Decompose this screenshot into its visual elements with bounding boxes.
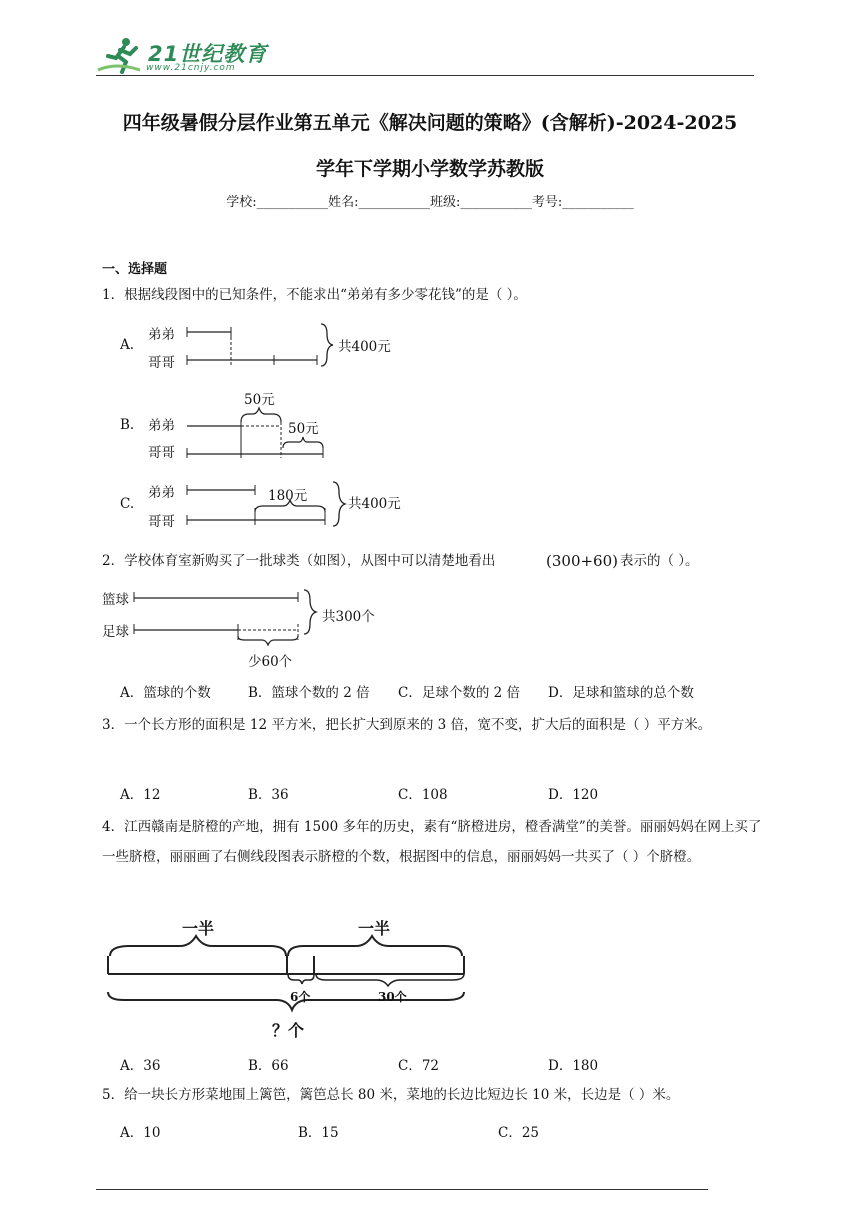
q1-optA-letter: A. [120, 337, 135, 353]
q4-fig-half1: 一半 [182, 919, 215, 938]
q1-optB-row2: 哥哥 [148, 445, 175, 461]
q4-option-b[interactable]: B．66 [248, 1058, 289, 1074]
q2-fig-row2: 足球 [102, 624, 129, 640]
logo-runner-icon [96, 36, 146, 76]
q5-option-a[interactable]: A．10 [120, 1125, 161, 1141]
q4-fig-half2: 一半 [358, 919, 391, 938]
q2-fig-less: 少60个 [248, 654, 293, 670]
logo-text: 21世纪教育 [148, 42, 268, 66]
student-info-line: 学校:___________姓名:___________班级:___________考号:___________ [226, 195, 634, 210]
q4-diagram [100, 934, 470, 1020]
q1-optA-diagram [185, 322, 345, 372]
q2-option-b[interactable]: B．篮球个数的 2 倍 [248, 685, 370, 701]
q1-optB-top-label: 50元 [244, 392, 275, 408]
q1-optA-total: 共400元 [338, 339, 391, 355]
q1-optC-row1: 弟弟 [148, 485, 175, 501]
q1-optC-diagram [185, 480, 355, 530]
q2-option-a[interactable]: A．篮球的个数 [120, 685, 211, 701]
logo-url: www.21cnjy.com [146, 63, 236, 73]
q4-option-c[interactable]: C．72 [398, 1058, 440, 1074]
doc-title-line1: 四年级暑假分层作业第五单元《解决问题的策略》(含解析)-2024-2025 [122, 112, 738, 134]
q5-option-b[interactable]: B．15 [298, 1125, 339, 1141]
q4-fig-thirty: 30个 [378, 990, 407, 1004]
q3-option-a[interactable]: A．12 [120, 787, 161, 803]
q2-stem-end: 表示的（ ）。 [620, 553, 699, 569]
q4-fig-six: 6个 [290, 990, 311, 1004]
q2-diagram [132, 586, 322, 646]
q1-optB-letter: B. [120, 417, 135, 433]
q1-optB-row1: 弟弟 [148, 418, 175, 434]
q2-option-d[interactable]: D．足球和篮球的总个数 [548, 685, 694, 701]
q3-stem: 3．一个长方形的面积是 12 平方米，把长扩大到原来的 3 倍，宽不变，扩大后的面积是（ ）平方米。 [102, 717, 712, 733]
section-heading: 一、选择题 [102, 262, 168, 277]
q1-optC-total: 共400元 [348, 496, 401, 512]
doc-title-line2: 学年下学期小学数学苏教版 [315, 158, 544, 180]
q4-stem: 4．江西赣南是脐橙的产地，拥有 1500 多年的历史，素有“脐橙进房，橙香满堂”的美誉。丽丽妈妈在网上买了一些脐橙，丽丽画了右侧线段图表示脐橙的个数，根据图中的信息，丽丽妈妈一共买了（ ）个脐橙。 [102, 819, 762, 865]
q2-expression: (300+60) [546, 552, 618, 570]
q4-fig-question: ？个 [272, 1021, 305, 1040]
q3-option-c[interactable]: C．108 [398, 787, 448, 803]
footer-rule [96, 1189, 708, 1190]
q1-optC-mid-label: 180元 [268, 488, 308, 504]
q2-fig-total: 共300个 [322, 609, 375, 625]
q4-option-d[interactable]: D．180 [548, 1058, 599, 1074]
q1-optC-row2: 哥哥 [148, 514, 175, 530]
q4-option-a[interactable]: A．36 [120, 1058, 161, 1074]
q1-optA-row1: 弟弟 [148, 327, 175, 343]
q1-stem: 1．根据线段图中的已知条件，不能求出“弟弟有多少零花钱”的是（ ）。 [102, 287, 527, 303]
q1-optB-right-label: 50元 [288, 421, 319, 437]
q2-stem: 2．学校体育室新购买了一批球类（如图），从图中可以清楚地看出 [102, 553, 496, 569]
q5-stem: 5．给一块长方形菜地围上篱笆，篱笆总长 80 米，菜地的长边比短边长 10 米，长边是（ ）米。 [102, 1087, 680, 1103]
q3-option-b[interactable]: B．36 [248, 787, 289, 803]
q2-fig-row1: 篮球 [102, 592, 129, 608]
q5-option-c[interactable]: C．25 [498, 1125, 540, 1141]
q1-optB-diagram [185, 404, 330, 460]
q3-option-d[interactable]: D．120 [548, 787, 599, 803]
q1-optA-row2: 哥哥 [148, 355, 175, 371]
q2-option-c[interactable]: C．足球个数的 2 倍 [398, 685, 521, 701]
header-rule [96, 75, 754, 76]
q1-optC-letter: C. [120, 496, 135, 512]
